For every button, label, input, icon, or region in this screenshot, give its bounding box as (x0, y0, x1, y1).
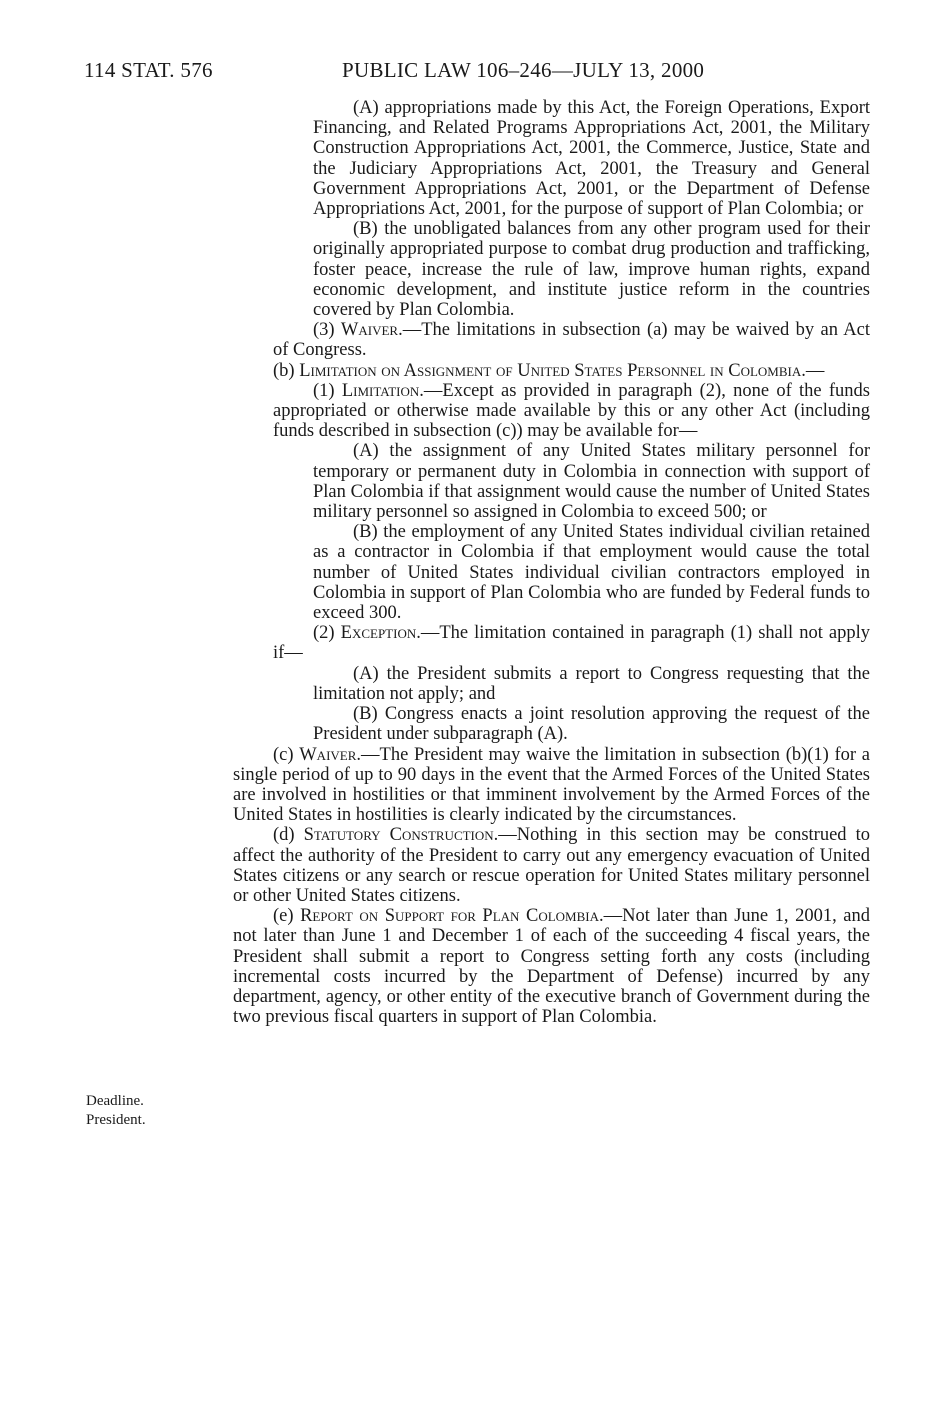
subparagraph-b-civilian-contractors: (B) the employment of any United States individual civilian retained as a contractor in Colombia if that employment would cause the total number of United States individual civilian contractors employed in Colombia in support of Plan Colombia who are funded by Federal funds to exceed 300. (313, 522, 870, 624)
paragraph-number: (3) (313, 320, 341, 341)
paragraph-number: (1) (313, 380, 342, 401)
subsection-text: .— (801, 360, 825, 381)
subsection-d-statutory-construction (233, 825, 870, 906)
margin-note-deadline: Deadline. (86, 1093, 144, 1109)
subsection-c-waiver (233, 745, 870, 826)
paragraph-text: .—The limitation contained in paragraph (1) shall not apply if— (273, 623, 871, 664)
margin-note-president: President. (86, 1112, 146, 1128)
subsection-text: .—The President may waive the limitation in subsection (b)(1) for a single period of up to 90 days in the event that the Armed Forces of the United States are involved in hostilities or that imminent involvement by the Armed Forces of the United States in hostilities is clearly indicated by the circumstances. (233, 744, 870, 826)
paragraph-heading: Waiver (340, 320, 399, 341)
paragraph-heading: Limitation (341, 380, 420, 401)
paragraph-3-waiver (233, 320, 870, 360)
subsection-text: .—Not later than June 1, 2001, and not later than June 1 and December 1 of each of the succeeding 4 fiscal years, the President shall submit a report to Congress setting forth any costs (including incremental costs incurred by the Department of Defense) incurred by any department, agency, or other entity of the executive branch of Government during the two previous fiscal quarters in support of Plan Colombia. (233, 906, 870, 1028)
subparagraph-a-appropriations: (A) appropriations made by this Act, the Foreign Operations, Export Financing, and Related Programs Appropriations Act, 2001, the Military Construction Appropriations Act, 2001, the Commerce, Justice, State and the Judiciary Appropriations Act, 2001, the Treasury and General Government Appropriations Act, 2001, or the Department of Defense Appropriations Act, 2001, for the purpose of support of Plan Colombia; or (313, 98, 870, 220)
subsection-heading: Statutory Construction (303, 825, 494, 846)
subsection-heading: Waiver (299, 744, 357, 765)
paragraph-text: .—The limitations in subsection (a) may be waived by an Act of Congress. (273, 320, 870, 361)
paragraph-1-limitation (233, 381, 870, 442)
subsection-number: (d) (273, 825, 304, 846)
paragraph-text: .—Except as provided in paragraph (2), none of the funds appropriated or otherwise made available by this or any other Act (including funds described in subsection (c)) may be available for— (273, 380, 870, 442)
subsection-heading: Report on Support for Plan Colombia (300, 906, 599, 927)
subsection-text: .—Nothing in this section may be construed to affect the authority of the President to carry out any emergency evacuation of United States citizens or any search or rescue operation for United States military personnel or other United States citizens. (233, 825, 870, 906)
statute-body (233, 98, 870, 1027)
margin-notes (86, 1092, 146, 1130)
subsection-number: (e) (273, 906, 301, 927)
subparagraph-a-president-report: (A) the President submits a report to Congress requesting that the limitation not apply; and (313, 663, 870, 704)
subsection-number: (b) (273, 360, 300, 381)
subsection-heading: Limitation on Assignment of United States Personnel in Colombia (299, 360, 802, 381)
paragraph-2-exception (233, 623, 870, 663)
paragraph-heading: Exception (340, 623, 417, 644)
public-law-header: PUBLIC LAW 106–246—JULY 13, 2000 (342, 58, 705, 82)
page-citation: 114 STAT. 576 (84, 58, 213, 82)
paragraph-number: (2) (313, 623, 341, 644)
subparagraph-b-joint-resolution: (B) Congress enacts a joint resolution approving the request of the President under subparagraph (A). (313, 704, 870, 745)
subsection-e-report (233, 906, 870, 1027)
subsection-number: (c) (273, 744, 300, 765)
subsection-b-heading (233, 361, 870, 381)
subparagraph-a-military-personnel: (A) the assignment of any United States military personnel for temporary or permanent duty in Colombia in connection with support of Plan Colombia if that assignment would cause the number of United States military personnel so assigned in Colombia to exceed 500; or (313, 441, 870, 523)
subparagraph-b-unobligated-balances: (B) the unobligated balances from any other program used for their originally appropriated purpose to combat drug production and trafficking, foster peace, increase the rule of law, improve human rights, expand economic development, and institute justice reform in the countries covered by Plan Colombia. (313, 219, 870, 321)
